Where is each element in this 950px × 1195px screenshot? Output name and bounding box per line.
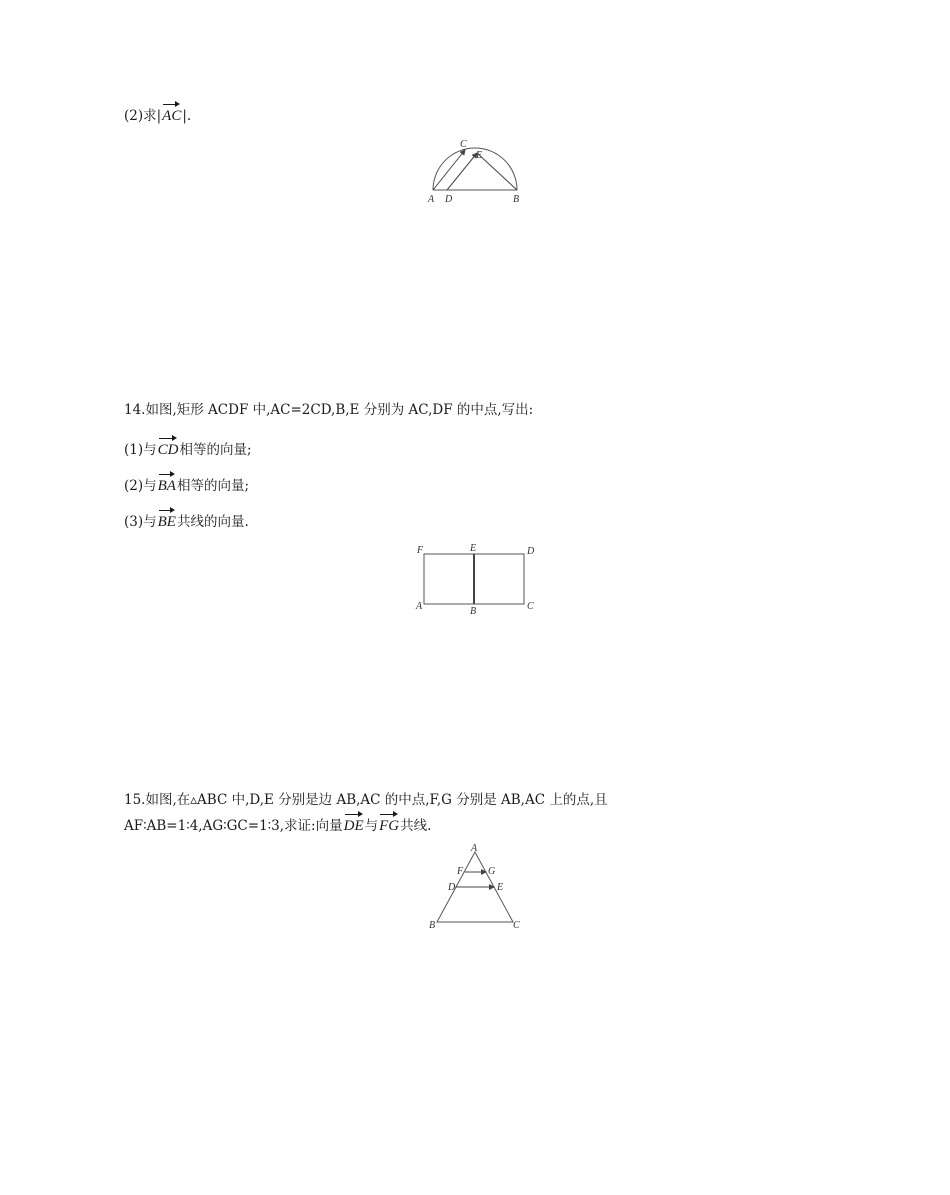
q15-line2-prefix: AF∶AB=1∶4,AG∶GC=1∶3,求证:向量 bbox=[124, 818, 343, 834]
q15-line2-suffix: 共线. bbox=[400, 818, 432, 834]
semicircle-arc bbox=[433, 148, 517, 190]
vector-be: BE bbox=[158, 508, 176, 532]
q15-line2-mid: 与 bbox=[364, 818, 379, 834]
q14-part3 bbox=[124, 508, 249, 532]
q14-p3-prefix: (3)与 bbox=[124, 514, 157, 530]
vector-de: DE bbox=[344, 812, 364, 836]
q13-part2-prefix: (2)求| bbox=[124, 108, 162, 124]
label-d: D bbox=[527, 546, 535, 557]
q14-stem: 14.如图,矩形 ACDF 中,AC=2CD,B,E 分别为 AC,DF 的中点,写出: bbox=[124, 402, 534, 418]
label-a: A bbox=[471, 843, 478, 854]
vector-ac: AC bbox=[162, 102, 181, 126]
q14-p1-suffix: 相等的向量; bbox=[179, 442, 252, 458]
label-f: F bbox=[417, 545, 424, 556]
label-g: G bbox=[488, 866, 496, 877]
q14-part2 bbox=[124, 472, 249, 496]
label-b: B bbox=[470, 606, 477, 617]
q13-part2 bbox=[124, 102, 191, 126]
label-c: C bbox=[527, 601, 534, 612]
q14-part1 bbox=[124, 436, 252, 460]
label-d: D bbox=[445, 194, 453, 205]
label-a: A bbox=[416, 601, 423, 612]
label-e: E bbox=[476, 150, 483, 161]
q14-p1-prefix: (1)与 bbox=[124, 442, 157, 458]
label-c: C bbox=[460, 139, 467, 150]
q14-p3-suffix: 共线的向量. bbox=[176, 514, 249, 530]
q15-line1: 15.如图,在▵ABC 中,D,E 分别是边 AB,AC 的中点,F,G 分别是 AB,AC 上的点,且 bbox=[124, 792, 608, 808]
rectangle-figure bbox=[410, 540, 545, 618]
vector-ba: BA bbox=[158, 472, 176, 496]
segment-eb bbox=[477, 153, 517, 190]
vector-de-arrow bbox=[447, 153, 477, 190]
label-f: F bbox=[457, 866, 464, 877]
q13-part2-suffix: |. bbox=[182, 108, 192, 124]
label-b: B bbox=[513, 194, 520, 205]
vector-fg: FG bbox=[379, 812, 399, 836]
vector-cd: CD bbox=[158, 436, 179, 460]
q15-line2 bbox=[124, 812, 431, 836]
label-c: C bbox=[513, 920, 520, 931]
label-e: E bbox=[470, 543, 477, 554]
q14-p2-prefix: (2)与 bbox=[124, 478, 157, 494]
label-a: A bbox=[428, 194, 435, 205]
triangle-figure bbox=[420, 840, 530, 935]
semicircle-figure bbox=[420, 132, 530, 207]
q14-p2-suffix: 相等的向量; bbox=[176, 478, 250, 494]
label-d: D bbox=[448, 882, 456, 893]
label-b: B bbox=[429, 920, 436, 931]
label-e: E bbox=[497, 882, 504, 893]
